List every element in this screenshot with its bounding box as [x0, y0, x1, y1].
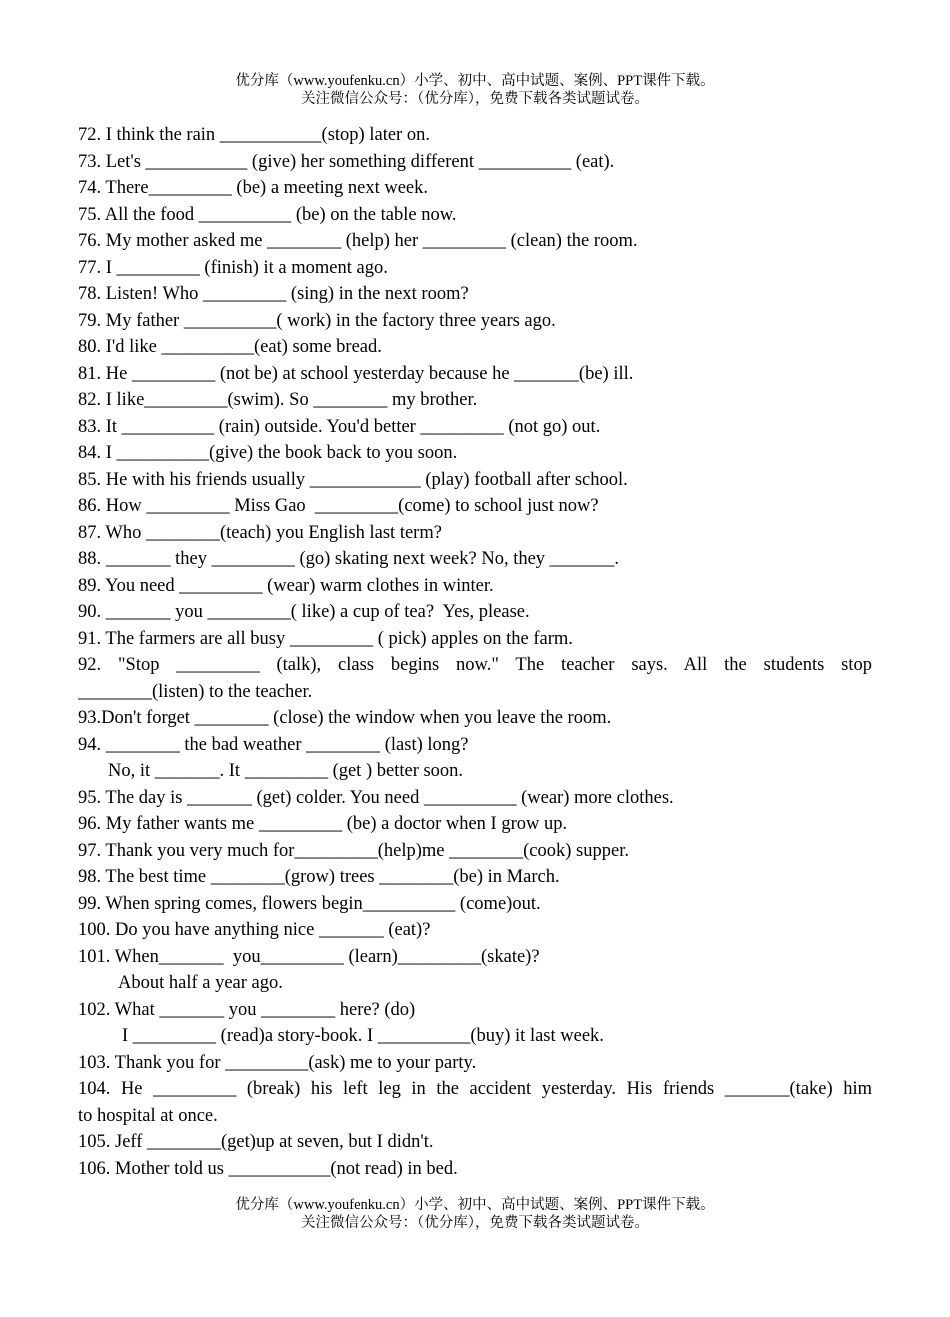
question-73: 73. Let's ___________ (give) her something different __________ (eat). [78, 151, 615, 172]
question-76: 76. My mother asked me ________ (help) her _________ (clean) the room. [78, 231, 638, 251]
question-79: 79. My father __________( work) in the factory three years ago. [78, 310, 556, 331]
question-104-continued: to hospital at once. [78, 1105, 218, 1126]
question-99: 99. When spring comes, flowers begin__________ (come)out. [78, 893, 541, 914]
page-footer [0, 1196, 950, 1232]
question-93: 93.Don't forget ________ (close) the window when you leave the room. [78, 708, 612, 728]
question-84: 84. I __________(give) the book back to you soon. [78, 443, 458, 463]
question-101: 101. When_______ you_________ (learn)_________(skate)? [78, 946, 540, 967]
question-105: 105. Jeff ________(get)up at seven, but I didn't. [78, 1132, 434, 1152]
question-102-answer: I _________ (read)a story-book. I __________(buy) it last week. [122, 1026, 604, 1046]
question-100: 100. Do you have anything nice _______ (eat)? [78, 920, 431, 940]
question-77: 77. I _________ (finish) it a moment ago. [78, 257, 388, 278]
question-75: 75. All the food __________ (be) on the table now. [78, 204, 457, 225]
question-104: 104. He _________ (break) his left leg in the accident yesterday. His friends _______(take) him [78, 1079, 872, 1099]
question-88: 88. _______ they _________ (go) skating next week? No, they _______. [78, 549, 620, 569]
footer-line-2: 关注微信公众号：（优分库），免费下载各类试题试卷。 [301, 1215, 649, 1231]
question-89: 89. You need _________ (wear) warm clothes in winter. [78, 575, 494, 596]
question-81: 81. He _________ (not be) at school yesterday because he _______(be) ill. [78, 363, 634, 384]
header-line-1: 优分库（www.youfenku.cn）小学、初中、高中试题、案例、PPT课件下载。 [235, 73, 715, 89]
question-86: 86. How _________ Miss Gao _________(come) to school just now? [78, 496, 599, 516]
question-95: 95. The day is _______ (get) colder. You need __________ (wear) more clothes. [78, 787, 674, 808]
question-87: 87. Who ________(teach) you English last term? [78, 522, 442, 543]
footer-line-1: 优分库（www.youfenku.cn）小学、初中、高中试题、案例、PPT课件下载。 [235, 1197, 715, 1213]
question-103: 103. Thank you for _________(ask) me to your party. [78, 1052, 477, 1073]
question-90: 90. _______ you _________( like) a cup of tea? Yes, please. [78, 602, 530, 622]
question-92-continued: ________(listen) to the teacher. [78, 681, 313, 702]
header-line-2: 关注微信公众号：（优分库），免费下载各类试题试卷。 [301, 91, 649, 107]
question-74: 74. There_________ (be) a meeting next week. [78, 178, 429, 198]
question-80: 80. I'd like __________(eat) some bread. [78, 337, 382, 357]
question-102: 102. What _______ you ________ here? (do) [78, 999, 416, 1020]
question-97: 97. Thank you very much for_________(help)me ________(cook) supper. [78, 840, 629, 861]
question-106: 106. Mother told us ___________(not read) in bed. [78, 1158, 458, 1179]
question-91: 91. The farmers are all busy _________ ( pick) apples on the farm. [78, 628, 573, 649]
question-72: 72. I think the rain ___________(stop) later on. [78, 125, 430, 145]
question-98: 98. The best time ________(grow) trees ________(be) in March. [78, 867, 560, 887]
question-92: 92. "Stop _________ (talk), class begins now." The teacher says. All the students stop [78, 655, 872, 675]
question-94-answer: No, it _______. It _________ (get ) better soon. [108, 761, 464, 781]
question-96: 96. My father wants me _________ (be) a doctor when I grow up. [78, 814, 568, 834]
question-83: 83. It __________ (rain) outside. You'd better _________ (not go) out. [78, 416, 601, 437]
question-78: 78. Listen! Who _________ (sing) in the next room? [78, 284, 469, 304]
question-82: 82. I like_________(swim). So ________ my brother. [78, 390, 478, 410]
question-94: 94. ________ the bad weather ________ (last) long? [78, 734, 469, 755]
question-101-answer: About half a year ago. [118, 973, 283, 993]
page-header [0, 72, 950, 108]
question-85: 85. He with his friends usually ____________ (play) football after school. [78, 469, 628, 490]
question-list [78, 122, 872, 1182]
